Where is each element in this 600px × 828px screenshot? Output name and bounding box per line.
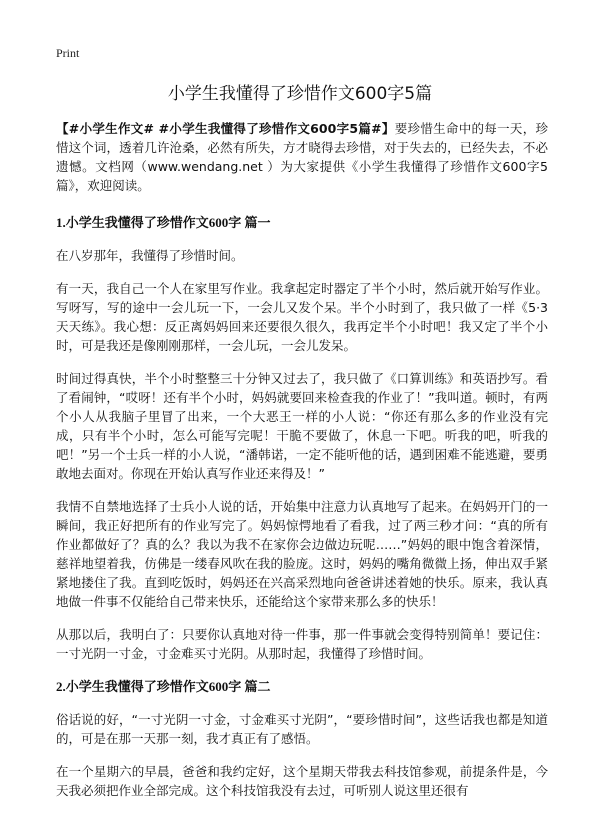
paragraph: 有一天，我自己一个人在家里写作业。我拿起定时器定了半个小时，然后就开始写作业。写呀写，写的途中一会儿玩一下，一会儿又发个呆。半个小时到了，我只做了一样《5·3天天练》。我心想：反正离妈妈回来还要很久很久，我再定半个小时吧！我又定了半个小时，可是我还是像刚刚那样，一会儿玩，一会儿发呆。: [56, 281, 548, 353]
document-body: [56, 119, 548, 814]
paragraph: 时间过得真快，半个小时整整三十分钟又过去了，我只做了《口算训练》和英语抄写。看了看闹钟，“哎呀！还有半个小时，妈妈就要回来检查我的作业了！”我叫道。顿时，有两个小人从我脑子里冒了出来，一个大恶王一样的小人说：“你还有那么多的作业没有完成，只有半个小时，怎么可能写完呢！干脆不要做了，休息一下吧。听我的吧，听我的吧！”另一个士兵一样的小人说，“潘韩诺，一定不能听他的话，遇到困难不能逃避，要勇敢地去面对。你现在开始认真写作业还来得及！”: [56, 371, 548, 481]
intro-paragraph: [56, 119, 548, 195]
page-title: 小学生我懂得了珍惜作文600字5篇: [167, 84, 433, 104]
paragraph: 在八岁那年，我懂得了珍惜时间。: [56, 248, 244, 263]
print-link[interactable]: Print: [56, 46, 80, 60]
paragraph: 俗话说的好，“一寸光阴一寸金，寸金难买寸光阴”，“要珍惜时间”，这些话我也都是知道的，可是在那一天那一刻，我才真正有了感悟。: [56, 712, 548, 746]
section-heading-1: 1.小学生我懂得了珍惜作文600字 篇一: [56, 215, 271, 230]
paragraph: 在一个星期六的早晨，爸爸和我约定好，这个星期天带我去科技馆参观，前提条件是，今天我必须把作业全部完成。这个科技馆我没有去过，可听别人说这里还很有: [56, 764, 548, 798]
intro-tag: 【#小学生作文# #小学生我懂得了珍惜作文600字5篇#】: [56, 121, 395, 136]
section-heading-2: 2.小学生我懂得了珍惜作文600字 篇二: [56, 679, 271, 694]
paragraph: 我情不自禁地选择了士兵小人说的话，开始集中注意力认真地写了起来。在妈妈开门的一瞬间，我正好把所有的作业写完了。妈妈惊愕地看了看我，过了两三秒才问：“真的所有作业都做好了？真的么？我以为我不在家你会边做边玩呢……”妈妈的眼中饱含着深情，慈祥地望着我，仿佛是一缕春风吹在我的脸庞。这时，妈妈的嘴角微微上扬，伸出双手紧紧地搂住了我。直到吃饭时，妈妈还在兴高采烈地向爸爸讲述着她的快乐。原来，我认真地做一件事不仅能给自己带来快乐，还能给这个家带来那么多的快乐！: [56, 499, 548, 609]
paragraph: 从那以后，我明白了：只要你认真地对待一件事，那一件事就会变得特别简单！要记住：一寸光阴一寸金，寸金难买寸光阴。从那时起，我懂得了珍惜时间。: [56, 627, 548, 661]
intro-text: 要珍惜生命中的每一天，珍惜这个词，透着几许沧桑，必然有所失，方才晓得去珍惜，对于失去的，已经失去，不必遗憾。文档网（www.wendang.net ）为大家提供《小学生我懂得了珍惜作文600字5篇》，欢迎阅读。: [56, 121, 548, 193]
